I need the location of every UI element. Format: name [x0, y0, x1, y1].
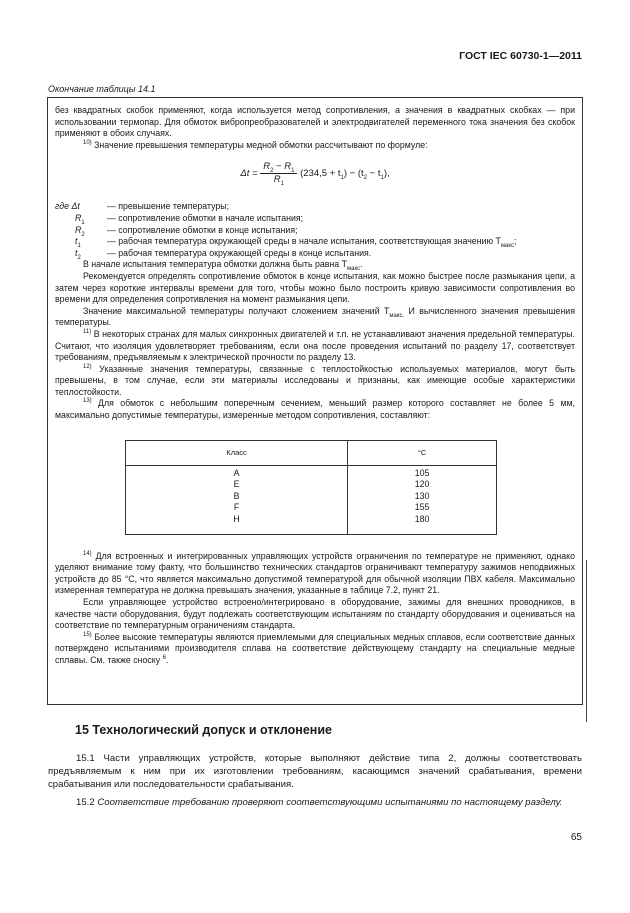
temp-cell: 155	[414, 502, 430, 513]
temp-cell: 130	[414, 490, 430, 501]
table-caption: Окончание таблицы 14.1	[48, 84, 156, 94]
variable-item: $t_2$ — рабочая температура окружающей среды в конце испытания.	[75, 247, 372, 261]
note-14: $^{14)}$ Для встроенных и интегрированных управляющих устройств ограничения по температуре не применяют, однако уделяют внимание тому факту, что большинство технических стандартов ограничивают температуру зажимов неподвижных устройств до 85 °С, что является максимально допустимой температурой для обычной изоляции ПВХ кабеля. Максимально измеренная температура не должна превышать значения, указанные в таблице 7.2, пункт 21.	[55, 550, 575, 596]
table-header-class: Класс	[126, 440, 348, 465]
notes-box	[47, 97, 583, 705]
note-paragraph: Если управляющее устройство встроено/интегрировано в оборудование, зажимы для внешних проводников, в качестве части оборудования, будут подлежать соответствующим испытаниям по стандарту оборудования и оцениваться на соответствие по температурным ограничениям стандарта.	[55, 597, 575, 631]
class-cell: H	[233, 514, 240, 525]
temp-cell: 105	[414, 467, 430, 478]
variable-item: $R_1$ — сопротивление обмотки в начале испытания;	[75, 212, 304, 226]
note-paragraph: Рекомендуется определять сопротивление обмоток в конце испытания, как можно быстрее после размыкания цепи, а затем через короткие интервалы времени для того, чтобы можно было построить кривую зависимости сопротивления во времени для определения сопротивления на момент размыкания цепи.	[55, 270, 575, 305]
footnote-mark: 13)	[83, 398, 92, 405]
footnote-mark: 12)	[83, 363, 92, 370]
note-15: $^{15)}$ Более высокие температуры являются приемлемыми для специальных медных сплавов, если соответствие данных потверждено испытаниями производителя сплава на соответствие действующему стандарту на специальные медные сплавы. См. также сноску $^6$.	[55, 631, 575, 665]
variable-item: $R_2$ — сопротивление обмотки в конце испытания;	[75, 224, 298, 238]
formula	[55, 161, 575, 191]
class-cell: E	[233, 479, 240, 490]
footnote-mark: 14)	[83, 550, 92, 557]
note-11: $^{11)}$ В некоторых странах для малых синхронных двигателей и т.п. не устанавливают значения предельной температуры. Считают, что изоляция удовлетворяет требованиям, если она после проведения испытаний по разделу 17, соответствует требованиям, предъявляемым к электрической прочности по разделу 13.	[55, 328, 575, 363]
change-bar	[586, 560, 587, 722]
note-12: $^{12)}$ Указанные значения температуры, связанные с теплостойкостью используемых материалов, могут быть превышены, в том случае, если эти материалы исследованы и признаны, как имеющие особые характеристики теплостойкости.	[55, 363, 575, 397]
class-temperature-table	[125, 440, 497, 535]
variable-list	[55, 201, 575, 259]
note-paragraph: без квадратных скобок применяют, когда используется метод сопротивления, а значения в квадратных скобках — при использовании термопар. Для обмоток вибропреобразователей и электродвигателей переменного тока значения без скобок применяют в обоих случаях.	[55, 105, 575, 139]
variable-item: $t_1$ — рабочая температура окружающей среды в начале испытания, соответствующая значению $T_{макс}$;	[75, 236, 517, 249]
footnote-mark: 10)	[83, 139, 92, 146]
class-cell: F	[233, 502, 240, 513]
notes-content	[55, 105, 575, 667]
fraction-denominator: $R_1$	[273, 174, 284, 188]
temp-cell: 180	[414, 514, 430, 525]
note-13: $^{13)}$ Для обмоток с небольшим поперечным сечением, меньший размер которого составляет не более 5 мм, максимально допустимые температуры, измеренные методом сопротивления, составляют:	[55, 398, 575, 421]
table-row	[126, 465, 497, 534]
note-10	[55, 140, 575, 152]
fraction-numerator: $R_2 - R_1$	[260, 161, 297, 174]
note-paragraph: В начале испытания температура обмотки должна быть равна $T_{макс}$.	[83, 259, 363, 273]
temp-cell: 120	[414, 479, 430, 490]
variable-item: где Δt — превышение температуры;	[55, 201, 230, 212]
table-header-temp: °С	[348, 440, 497, 465]
formula-rhs: $(234,5 + t_1) - (t_2 - t_1)$,	[300, 168, 390, 182]
note-text: Значение превышения температуры медной обмотки рассчитывают по формуле:	[91, 139, 428, 150]
footnote-mark: 15)	[83, 631, 92, 638]
clause-15-1: 15.1 Части управляющих устройств, которые выполняют действие типа 2, должны соответствовать предъявляемым к ним при их изготовлении требованиям, касающимся значений срабатывания, времени срабатывания или последовательности срабатывания.	[48, 753, 582, 790]
note-paragraph: Значение максимальной температуры получают сложением значений $T_{макс.}$ И вычисленного значения превышения температуры.	[55, 305, 575, 328]
formula-fraction	[260, 161, 297, 186]
class-cell: B	[233, 490, 240, 501]
section-title: 15 Технологический допуск и отклонение	[75, 723, 332, 737]
class-cell: A	[233, 467, 240, 478]
footnote-mark: 11)	[83, 328, 92, 335]
formula-lhs: Δt =	[240, 168, 258, 180]
page-number: 65	[570, 832, 582, 843]
standard-header: ГОСТ IEC 60730-1—2011	[459, 50, 582, 62]
clause-15-2: 15.2 Соответствие требованию проверяют соответствующими испытаниями по настоящему разделу.	[76, 797, 563, 808]
